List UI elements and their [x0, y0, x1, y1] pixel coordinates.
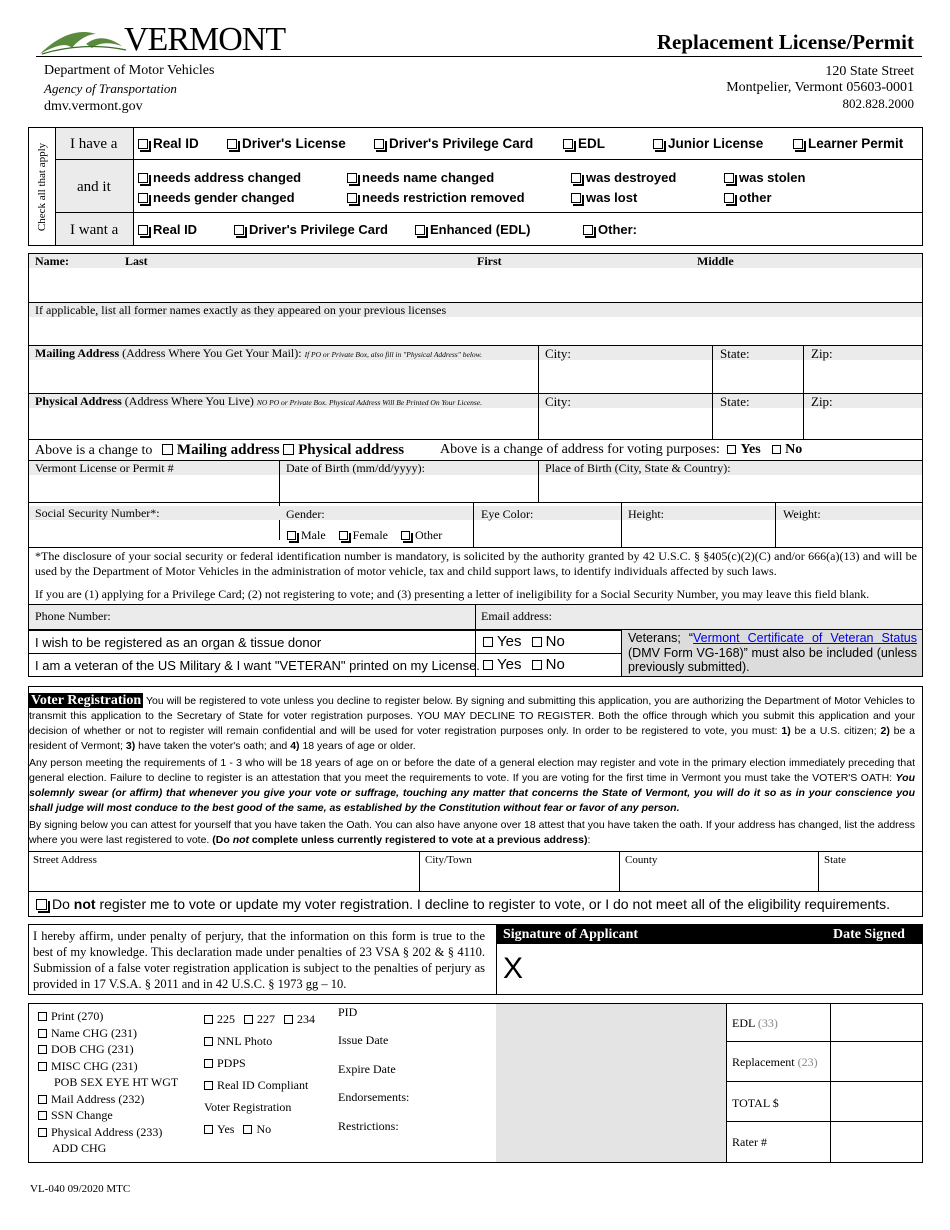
name-label: Name:	[35, 254, 69, 268]
needs-gender-checkbox[interactable]: needs gender changed	[138, 190, 295, 205]
form-title: Replacement License/Permit	[656, 30, 914, 54]
veteran-yes-checkbox[interactable]: Yes	[483, 656, 521, 673]
office-col3	[338, 1004, 409, 1140]
voter-paragraph-3: By signing below you can attest for yourself that you have taken the Oath. You can also have anyone over 18 attest that you have taken the oath. If your address has changed, list the address where you were last registered to vote. (Do not complete unless currently registered to vote at a previous address):	[29, 819, 915, 846]
dob-field[interactable]	[280, 476, 537, 501]
veteran-options	[483, 656, 565, 673]
eye-color-label: Eye Color:	[481, 507, 534, 521]
middle-name-label: Middle	[697, 254, 734, 268]
email-label: Email address:	[481, 609, 552, 623]
pob-field[interactable]	[539, 476, 922, 501]
office-col2	[204, 1008, 315, 1140]
change-mailing-checkbox[interactable]: Mailing address	[156, 442, 280, 458]
voter-heading: Voter Registration	[31, 693, 142, 708]
mail-address-checkbox[interactable]: Mail Address (232)	[38, 1091, 178, 1108]
organ-no-checkbox[interactable]: No	[532, 633, 565, 650]
endorsements-label: Endorsements:	[338, 1090, 410, 1104]
gender-other-checkbox[interactable]: Other	[401, 528, 442, 542]
date-signed-label: Date Signed	[833, 927, 905, 942]
fee-total-label: TOTAL $	[732, 1096, 779, 1110]
voter-reg-label: Voter Registration	[204, 1100, 292, 1114]
have-junior-license-checkbox[interactable]: Junior License	[653, 136, 763, 151]
prev-state-label: State	[824, 854, 846, 866]
needs-address-checkbox[interactable]: needs address changed	[138, 170, 301, 185]
and-label: and it	[77, 179, 111, 195]
have-drivers-license-checkbox[interactable]: Driver's License	[227, 136, 346, 151]
organ-options	[483, 633, 565, 650]
veteran-certificate-link[interactable]: Vermont Certificate of Veteran Status	[693, 631, 917, 645]
pid-label: PID	[338, 1005, 358, 1019]
gender-male-checkbox[interactable]: Male	[287, 528, 326, 542]
office-voter-yes-checkbox[interactable]: Yes	[204, 1122, 234, 1136]
name-field[interactable]	[29, 269, 922, 301]
dob-label: Date of Birth (mm/dd/yyyy):	[286, 461, 425, 475]
phone-label: Phone Number:	[35, 609, 111, 623]
rater-label: Rater #	[732, 1135, 767, 1149]
code-227-checkbox[interactable]: 227	[244, 1012, 275, 1026]
veteran-note: Veterans; “Vermont Certificate of Veteran Status (DMV Form VG-168)” must also be included (unless previously submitted).	[628, 631, 917, 674]
pdps-checkbox[interactable]: PDPS	[204, 1052, 315, 1074]
physical-state-label: State:	[720, 394, 750, 409]
license-number-label: Vermont License or Permit #	[35, 461, 174, 475]
agency-name: Agency of Transportation	[44, 81, 177, 96]
fee-replacement-label: Replacement (23)	[732, 1055, 818, 1069]
decline-voter-checkbox[interactable]: Do not register me to vote or update my voter registration. I decline to register to vote, or I do not meet all of the eligibility requirements.	[36, 896, 890, 912]
prev-street-label: Street Address	[33, 854, 97, 866]
was-stolen-checkbox[interactable]: was stolen	[724, 170, 805, 185]
prev-city-label: City/Town	[425, 854, 472, 866]
fee-replacement-field[interactable]	[831, 1042, 922, 1080]
have-real-id-checkbox[interactable]: Real ID	[138, 136, 199, 151]
change-physical-checkbox[interactable]: Physical address	[283, 442, 404, 458]
fee-total-field[interactable]	[831, 1082, 922, 1120]
prev-city-field[interactable]	[420, 868, 618, 890]
mailing-address-field[interactable]	[29, 361, 537, 392]
prev-county-field[interactable]	[620, 868, 817, 890]
physical-city-label: City:	[545, 394, 572, 409]
needs-restriction-checkbox[interactable]: needs restriction removed	[347, 190, 525, 205]
fee-edl-field[interactable]	[831, 1004, 922, 1040]
form-id: VL-040 09/2020 MTC	[30, 1183, 131, 1195]
height-label: Height:	[628, 507, 664, 521]
want-privilege-card-checkbox[interactable]: Driver's Privilege Card	[234, 222, 388, 237]
office-voter-no-checkbox[interactable]: No	[243, 1122, 271, 1136]
affirmation-text: I hereby affirm, under penalty of perjury, that the information on this form is true to the best of my knowledge. This declaration made under penalties of 23 VSA § 202 & § 4110. Submission of a false voter registration application is subject to the penalties of perjury as provided in 17 V.S.A. § 2011 and in 42 U.S.C. § 1973 gg – 10.	[33, 929, 485, 991]
veteran-label: I am a veteran of the US Military & I want "VETERAN" printed on my License.	[35, 658, 480, 673]
gender-label: Gender:	[286, 507, 325, 521]
misc-chg-checkbox[interactable]: MISC CHG (231)	[38, 1058, 178, 1075]
voting-no-checkbox[interactable]: No	[772, 442, 802, 457]
pob-label: Place of Birth (City, State & Country):	[545, 461, 731, 475]
prev-street-field[interactable]	[29, 868, 418, 890]
physical-address-checkbox[interactable]: Physical Address (233)	[38, 1124, 178, 1141]
prev-county-label: County	[625, 854, 658, 866]
office-col1	[38, 1008, 178, 1157]
check-all-label: Check all that apply	[36, 142, 48, 231]
nnl-photo-checkbox[interactable]: NNL Photo	[204, 1030, 315, 1052]
license-number-field[interactable]	[29, 476, 278, 501]
phone-number: 802.828.2000	[842, 96, 914, 111]
organ-donor-label: I wish to be registered as an organ & tissue donor	[35, 635, 322, 650]
prev-state-field[interactable]	[819, 868, 922, 890]
mailing-address-label: Mailing Address (Address Where You Get Your Mail): If PO or Private Box, also fill in "Physical Address" below.	[35, 346, 482, 360]
organ-yes-checkbox[interactable]: Yes	[483, 633, 521, 650]
first-name-label: First	[477, 254, 502, 268]
fee-edl-label: EDL (33)	[732, 1016, 778, 1030]
rater-field[interactable]	[831, 1122, 922, 1162]
veteran-no-checkbox[interactable]: No	[532, 656, 565, 673]
physical-address-field[interactable]	[29, 409, 537, 438]
logo-wordmark: VERMONT	[124, 21, 286, 58]
voters-oath: You solemnly swear (or affirm) that whenever you give your vote or suffrage, touching any matter that concerns the State of Vermont, you will do it so as in your conscience you shall judge will most conduce to the best good of the same, as established by the Constitution without fear or favor of any person.	[29, 772, 915, 814]
want-label: I want a	[70, 222, 119, 238]
expire-date-label: Expire Date	[338, 1061, 396, 1076]
former-names-field[interactable]	[29, 318, 922, 344]
needs-name-checkbox[interactable]: needs name changed	[347, 170, 494, 185]
phys-sub-label: ADD CHG	[52, 1141, 107, 1155]
real-id-compliant-checkbox[interactable]: Real ID Compliant	[204, 1074, 315, 1096]
mailing-city-label: City:	[545, 346, 572, 361]
name-chg-checkbox[interactable]: Name CHG (231)	[38, 1025, 178, 1042]
privilege-card-note: If you are (1) applying for a Privilege Card; (2) not registering to vote; and (3) presenting a letter of ineligibility for a Social Security Number, you may leave this field blank.	[35, 587, 870, 601]
weight-label: Weight:	[783, 507, 821, 521]
voting-change-row: Above is a change of address for voting purposes: Yes No	[440, 442, 803, 457]
physical-address-label: Physical Address (Address Where You Live) NO PO or Private Box. Physical Address Will Be Printed On Your License.	[35, 394, 483, 408]
signature-field[interactable]: X	[503, 952, 524, 985]
code-225-checkbox[interactable]: 225	[204, 1012, 235, 1026]
address-line-1: 120 State Street	[825, 64, 914, 79]
print-checkbox[interactable]: Print (270)	[38, 1008, 178, 1025]
mountain-logo-icon	[38, 24, 128, 58]
voter-paragraph-1: Voter Registration You will be registered to vote unless you decline to register below. By signing and submitting this application, you are authorizing the Department of Motor Vehicles to transmit this application to the Secretary of State for voter registration purposes. YOU MAY DECLINE TO REGISTER. Both the office through which you submit this application and your decision of whether or not to register will remain confidential and will be used for voter registration purposes only. In order to be registered to vote, you must: 1) be a U.S. citizen; 2) be a resident of Vermont; 3) have taken the voter's oath; and 4) 18 years of age or older.	[29, 693, 915, 752]
want-edl-checkbox[interactable]: Enhanced (EDL)	[415, 222, 530, 237]
code-234-checkbox[interactable]: 234	[284, 1012, 315, 1026]
have-privilege-card-checkbox[interactable]: Driver's Privilege Card	[374, 136, 533, 151]
want-other-checkbox[interactable]: Other:	[583, 222, 637, 237]
ssn-field[interactable]	[29, 521, 278, 546]
address-change-row: Above is a change to Mailing address Physical address	[35, 442, 405, 458]
vermont-logo	[38, 21, 286, 58]
voter-paragraph-2: Any person meeting the requirements of 1 - 3 who will be 18 years of age on or before the date of a general election may register and vote in the primary election immediately preceding that general election. Failure to decline to register is an attestation that you meet the requirements to vote. If you are voting for the first time in Vermont you must take the VOTER'S OATH: You solemnly swear (or affirm) that whenever you give your vote or suffrage, touching any matter that concerns the State of Vermont, you will do it so as in your conscience you shall judge will most conduce to the best good of the same, as established by the Constitution without fear or favor of any person.	[29, 757, 915, 814]
signature-label: Signature of Applicant	[503, 927, 639, 942]
have-label: I have a	[70, 136, 118, 152]
former-names-label: If applicable, list all former names exactly as they appeared on your previous licenses	[35, 303, 447, 317]
ssn-change-checkbox[interactable]: SSN Change	[38, 1107, 178, 1124]
want-real-id-checkbox[interactable]: Real ID	[138, 222, 197, 237]
ssn-disclosure-text: *The disclosure of your social security or federal identification number is mandatory, is solicited by the authority granted by 42 U.S.C. § §405(c)(2)(C) and/or 666(a)(13) and will be used by the Department of Motor Vehicles in the administration of motor vehicle, tax and child support laws, to identify individuals affected by such laws.	[35, 549, 917, 578]
last-name-label: Last	[125, 254, 148, 268]
website: dmv.vermont.gov	[44, 99, 143, 114]
other-reason-checkbox[interactable]: other	[724, 190, 772, 205]
mailing-zip-label: Zip:	[811, 346, 833, 361]
header-rule	[36, 56, 922, 57]
was-destroyed-checkbox[interactable]: was destroyed	[571, 170, 676, 185]
misc-sub-label: POB SEX EYE HT WGT	[54, 1075, 179, 1089]
voting-yes-checkbox[interactable]: Yes	[723, 442, 760, 457]
ssn-label: Social Security Number*:	[35, 506, 160, 520]
mailing-state-label: State:	[720, 346, 750, 361]
was-lost-checkbox[interactable]: was lost	[571, 190, 637, 205]
issue-date-label: Issue Date	[338, 1033, 389, 1047]
gender-options	[287, 528, 442, 543]
gender-female-checkbox[interactable]: Female	[339, 528, 388, 542]
address-line-2: Montpelier, Vermont 05603-0001	[726, 80, 914, 95]
physical-zip-label: Zip:	[811, 394, 833, 409]
have-edl-checkbox[interactable]: EDL	[563, 136, 605, 151]
dept-name: Department of Motor Vehicles	[44, 63, 215, 78]
dob-chg-checkbox[interactable]: DOB CHG (231)	[38, 1041, 178, 1058]
restrictions-label: Restrictions:	[338, 1118, 399, 1133]
have-learner-permit-checkbox[interactable]: Learner Permit	[793, 136, 903, 151]
